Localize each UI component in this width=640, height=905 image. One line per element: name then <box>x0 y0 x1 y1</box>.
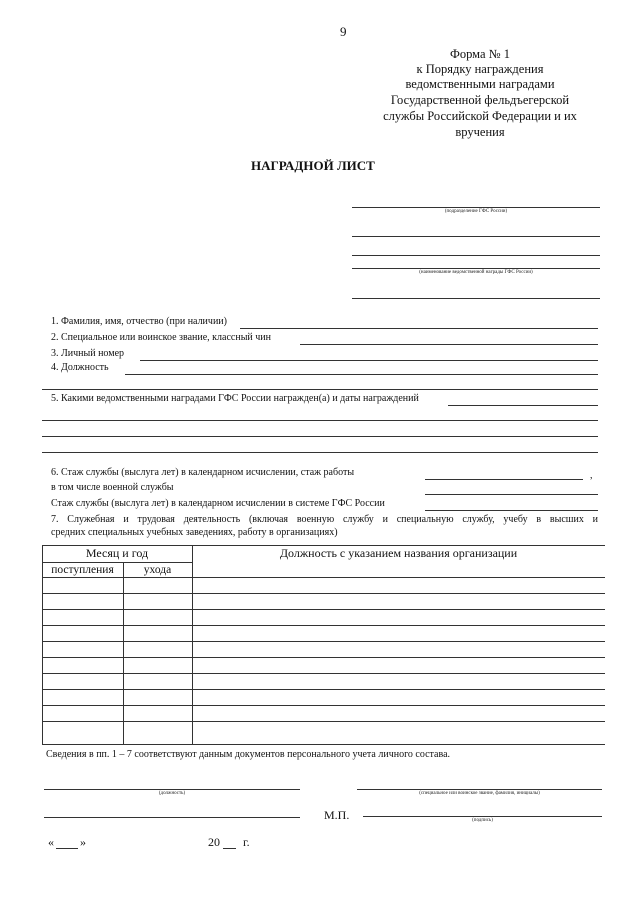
table-row[interactable] <box>42 721 605 722</box>
date-year-prefix: 20 <box>208 835 220 849</box>
blank-line[interactable] <box>42 436 598 437</box>
signature-line[interactable] <box>363 816 602 817</box>
blank-line[interactable] <box>42 420 598 421</box>
field-3-line[interactable] <box>140 360 598 361</box>
award-name-line[interactable] <box>352 268 600 269</box>
table-row[interactable] <box>42 625 605 626</box>
blank-line[interactable] <box>42 452 598 453</box>
field-6-line[interactable] <box>425 479 583 480</box>
rank-caption: (специальное или воинское звание, фамилия, инициалы) <box>419 791 540 796</box>
stamp-label: М.П. <box>324 808 350 822</box>
field-6-gfs-line[interactable] <box>425 510 598 511</box>
date-year-line[interactable] <box>223 848 236 849</box>
field-2-line[interactable] <box>300 344 598 345</box>
field-4-line[interactable] <box>125 374 598 375</box>
table-row[interactable] <box>42 673 605 674</box>
header-line-6: вручения <box>455 125 505 139</box>
field-2-label: 2. Специальное или воинское звание, классный чин <box>51 332 271 343</box>
date-quote-close: » <box>80 835 86 849</box>
table-row[interactable] <box>42 705 605 706</box>
division-caption: (подразделение ГФС России) <box>444 209 508 214</box>
signature-caption: (подпись) <box>472 818 493 823</box>
blank-line[interactable] <box>352 255 600 256</box>
field-1-line[interactable] <box>240 328 598 329</box>
field-6-label: 6. Стаж службы (выслуга лет) в календарном исчислении, стаж работы <box>51 467 355 478</box>
field-6-military-line[interactable] <box>425 494 598 495</box>
header-line-4: Государственной фельдъегерской <box>390 93 570 107</box>
header-line-1: Форма № 1 <box>450 47 510 61</box>
header-position: Должность с указанием названия организации <box>279 546 518 560</box>
field-5-line[interactable] <box>448 405 598 406</box>
blank-line[interactable] <box>352 298 600 299</box>
date-quote-open: « <box>48 835 54 849</box>
field-7-label-line-1: 7. Служебная и трудовая деятельность (включая военную службу и специальную службу, учебу в высших и <box>51 514 598 525</box>
blank-line[interactable] <box>44 817 300 818</box>
position-sign-line[interactable] <box>44 789 300 790</box>
field-7-label-line-2: средних специальных учебных заведениях, работу в организациях) <box>51 527 338 538</box>
confirmation-text: Сведения в пп. 1 – 7 соответствуют данным документов персонального учета личного состава. <box>46 749 451 760</box>
header-line-3: ведомственными наградами <box>405 77 555 91</box>
header-line-5: службы Российской Федерации и их <box>383 109 577 123</box>
table-row[interactable] <box>42 689 605 690</box>
award-name-caption: (наименование ведомственной награды ГФС России) <box>419 270 533 275</box>
page-number: 9 <box>340 24 347 39</box>
table-column-divider <box>192 545 193 744</box>
field-6-military-label: в том числе военной службы <box>51 482 174 493</box>
blank-line[interactable] <box>42 389 598 390</box>
field-5-label: 5. Какими ведомственными наградами ГФС России награжден(а) и даты награждений <box>51 393 419 404</box>
rank-sign-line[interactable] <box>357 789 602 790</box>
field-1-label: 1. Фамилия, имя, отчество (при наличии) <box>51 316 227 327</box>
field-3-label: 3. Личный номер <box>51 348 125 359</box>
blank-line[interactable] <box>352 236 600 237</box>
field-6-comma: , <box>590 470 593 481</box>
table-column-divider <box>123 562 124 744</box>
field-4-label: 4. Должность <box>51 362 109 373</box>
table-subheader-line <box>42 562 192 563</box>
header-month-year: Месяц и год <box>85 546 149 560</box>
header-entry: поступления <box>51 564 114 576</box>
table-border-bottom <box>42 744 605 745</box>
division-line[interactable] <box>352 207 600 208</box>
table-row[interactable] <box>42 641 605 642</box>
document-title: НАГРАДНОЙ ЛИСТ <box>251 158 375 173</box>
header-line-2: к Порядку награждения <box>416 62 544 76</box>
table-row[interactable] <box>42 593 605 594</box>
header-exit: ухода <box>143 564 172 576</box>
table-row[interactable] <box>42 577 605 578</box>
table-row[interactable] <box>42 609 605 610</box>
date-day-line[interactable] <box>56 848 78 849</box>
date-year-suffix: г. <box>243 835 250 849</box>
field-6-gfs-label: Стаж службы (выслуга лет) в календарном исчислении в системе ГФС России <box>51 498 385 509</box>
table-row[interactable] <box>42 657 605 658</box>
position-caption: (должность) <box>158 791 186 796</box>
